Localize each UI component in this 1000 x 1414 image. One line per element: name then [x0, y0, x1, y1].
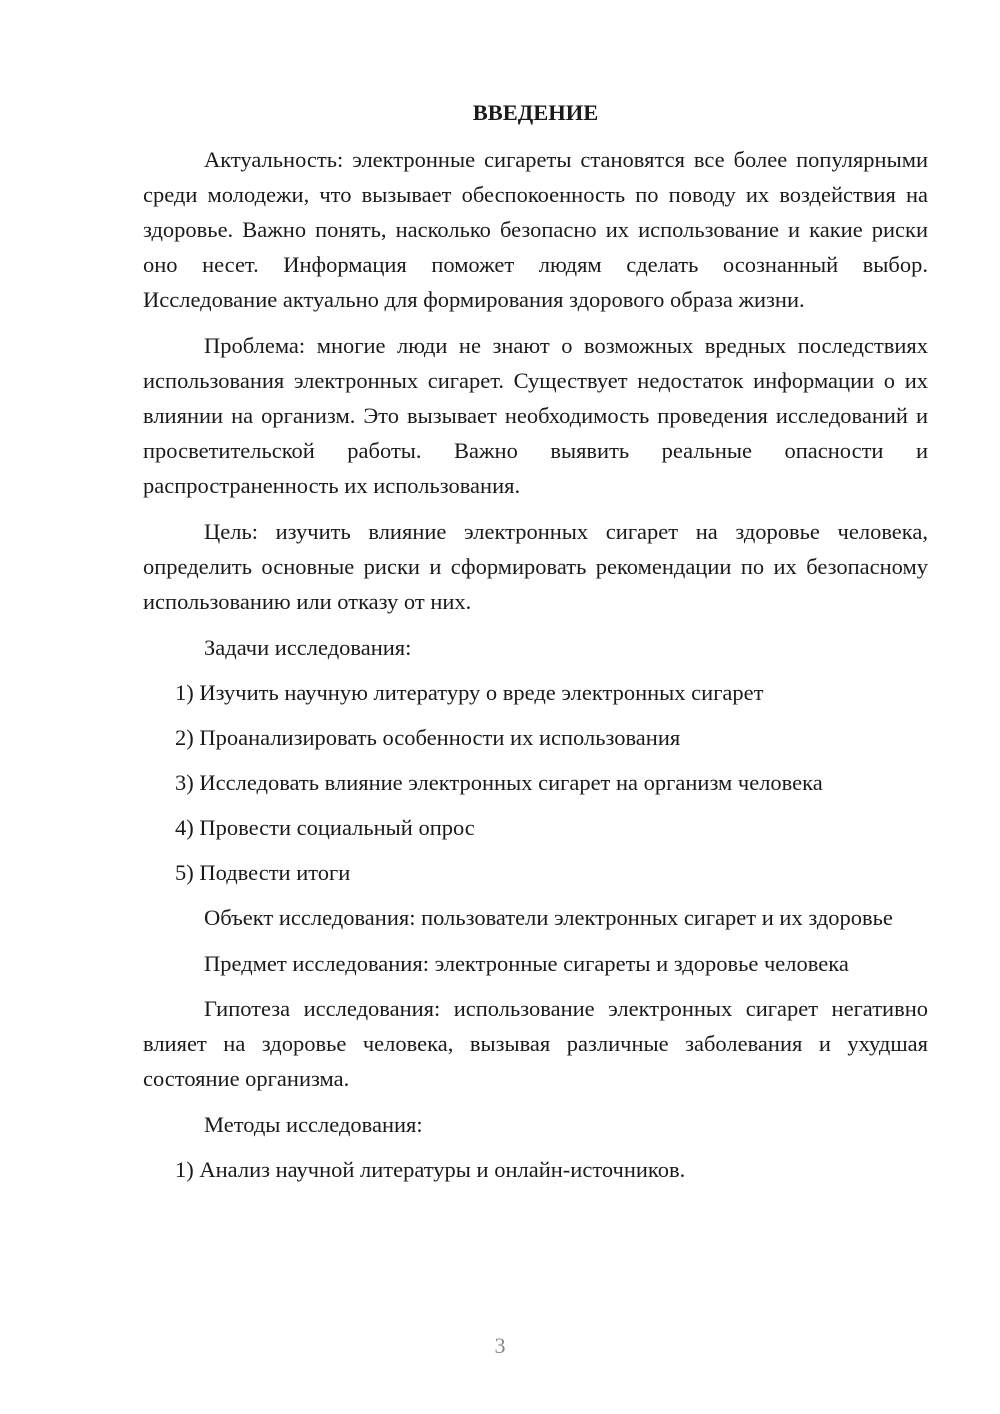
tasks-list [143, 675, 928, 890]
section-title: ВВЕДЕНИЕ [472, 100, 599, 125]
methods-heading: Методы исследования: [204, 1112, 423, 1137]
goal-paragraph: Цель: изучить влияние электронных сигарет на здоровье человека, определить основные риски и сформировать рекомендации по их безопасному использованию или отказу от них. [143, 519, 928, 614]
object-paragraph: Объект исследования: пользователи электронных сигарет и их здоровье [204, 905, 893, 930]
list-item: 4) Провести социальный опрос [175, 815, 475, 840]
subject-paragraph: Предмет исследования: электронные сигареты и здоровье человека [204, 951, 849, 976]
page-number: 3 [494, 1333, 506, 1358]
list-item: 2) Проанализировать особенности их использования [175, 725, 681, 750]
list-item: 1) Изучить научную литературу о вреде электронных сигарет [175, 680, 764, 705]
tasks-heading: Задачи исследования: [204, 635, 412, 660]
problem-paragraph: Проблема: многие люди не знают о возможных вредных последствиях использования электронных сигарет. Существует недостаток информации о их влиянии на организм. Это вызывает необходимость проведения исследований и просветительской работы. Важно выявить реальные опасности и распространенность их использования. [143, 333, 928, 498]
relevance-paragraph: Актуальность: электронные сигареты становятся все более популярными среди молодежи, что вызывает обеспокоенность по поводу их воздействия на здоровье. Важно понять, насколько безопасно их использование и какие риски оно несет. Информация поможет людям сделать осознанный выбор. Исследование актуально для формирования здорового образа жизни. [143, 147, 928, 312]
list-item: 1) Анализ научной литературы и онлайн-источников. [175, 1157, 686, 1182]
list-item: 5) Подвести итоги [175, 860, 351, 885]
hypothesis-paragraph: Гипотеза исследования: использование электронных сигарет негативно влияет на здоровье человека, вызывая различные заболевания и ухудшая состояние организма. [143, 996, 928, 1091]
list-item: 3) Исследовать влияние электронных сигарет на организм человека [175, 770, 823, 795]
methods-list [143, 1152, 928, 1187]
